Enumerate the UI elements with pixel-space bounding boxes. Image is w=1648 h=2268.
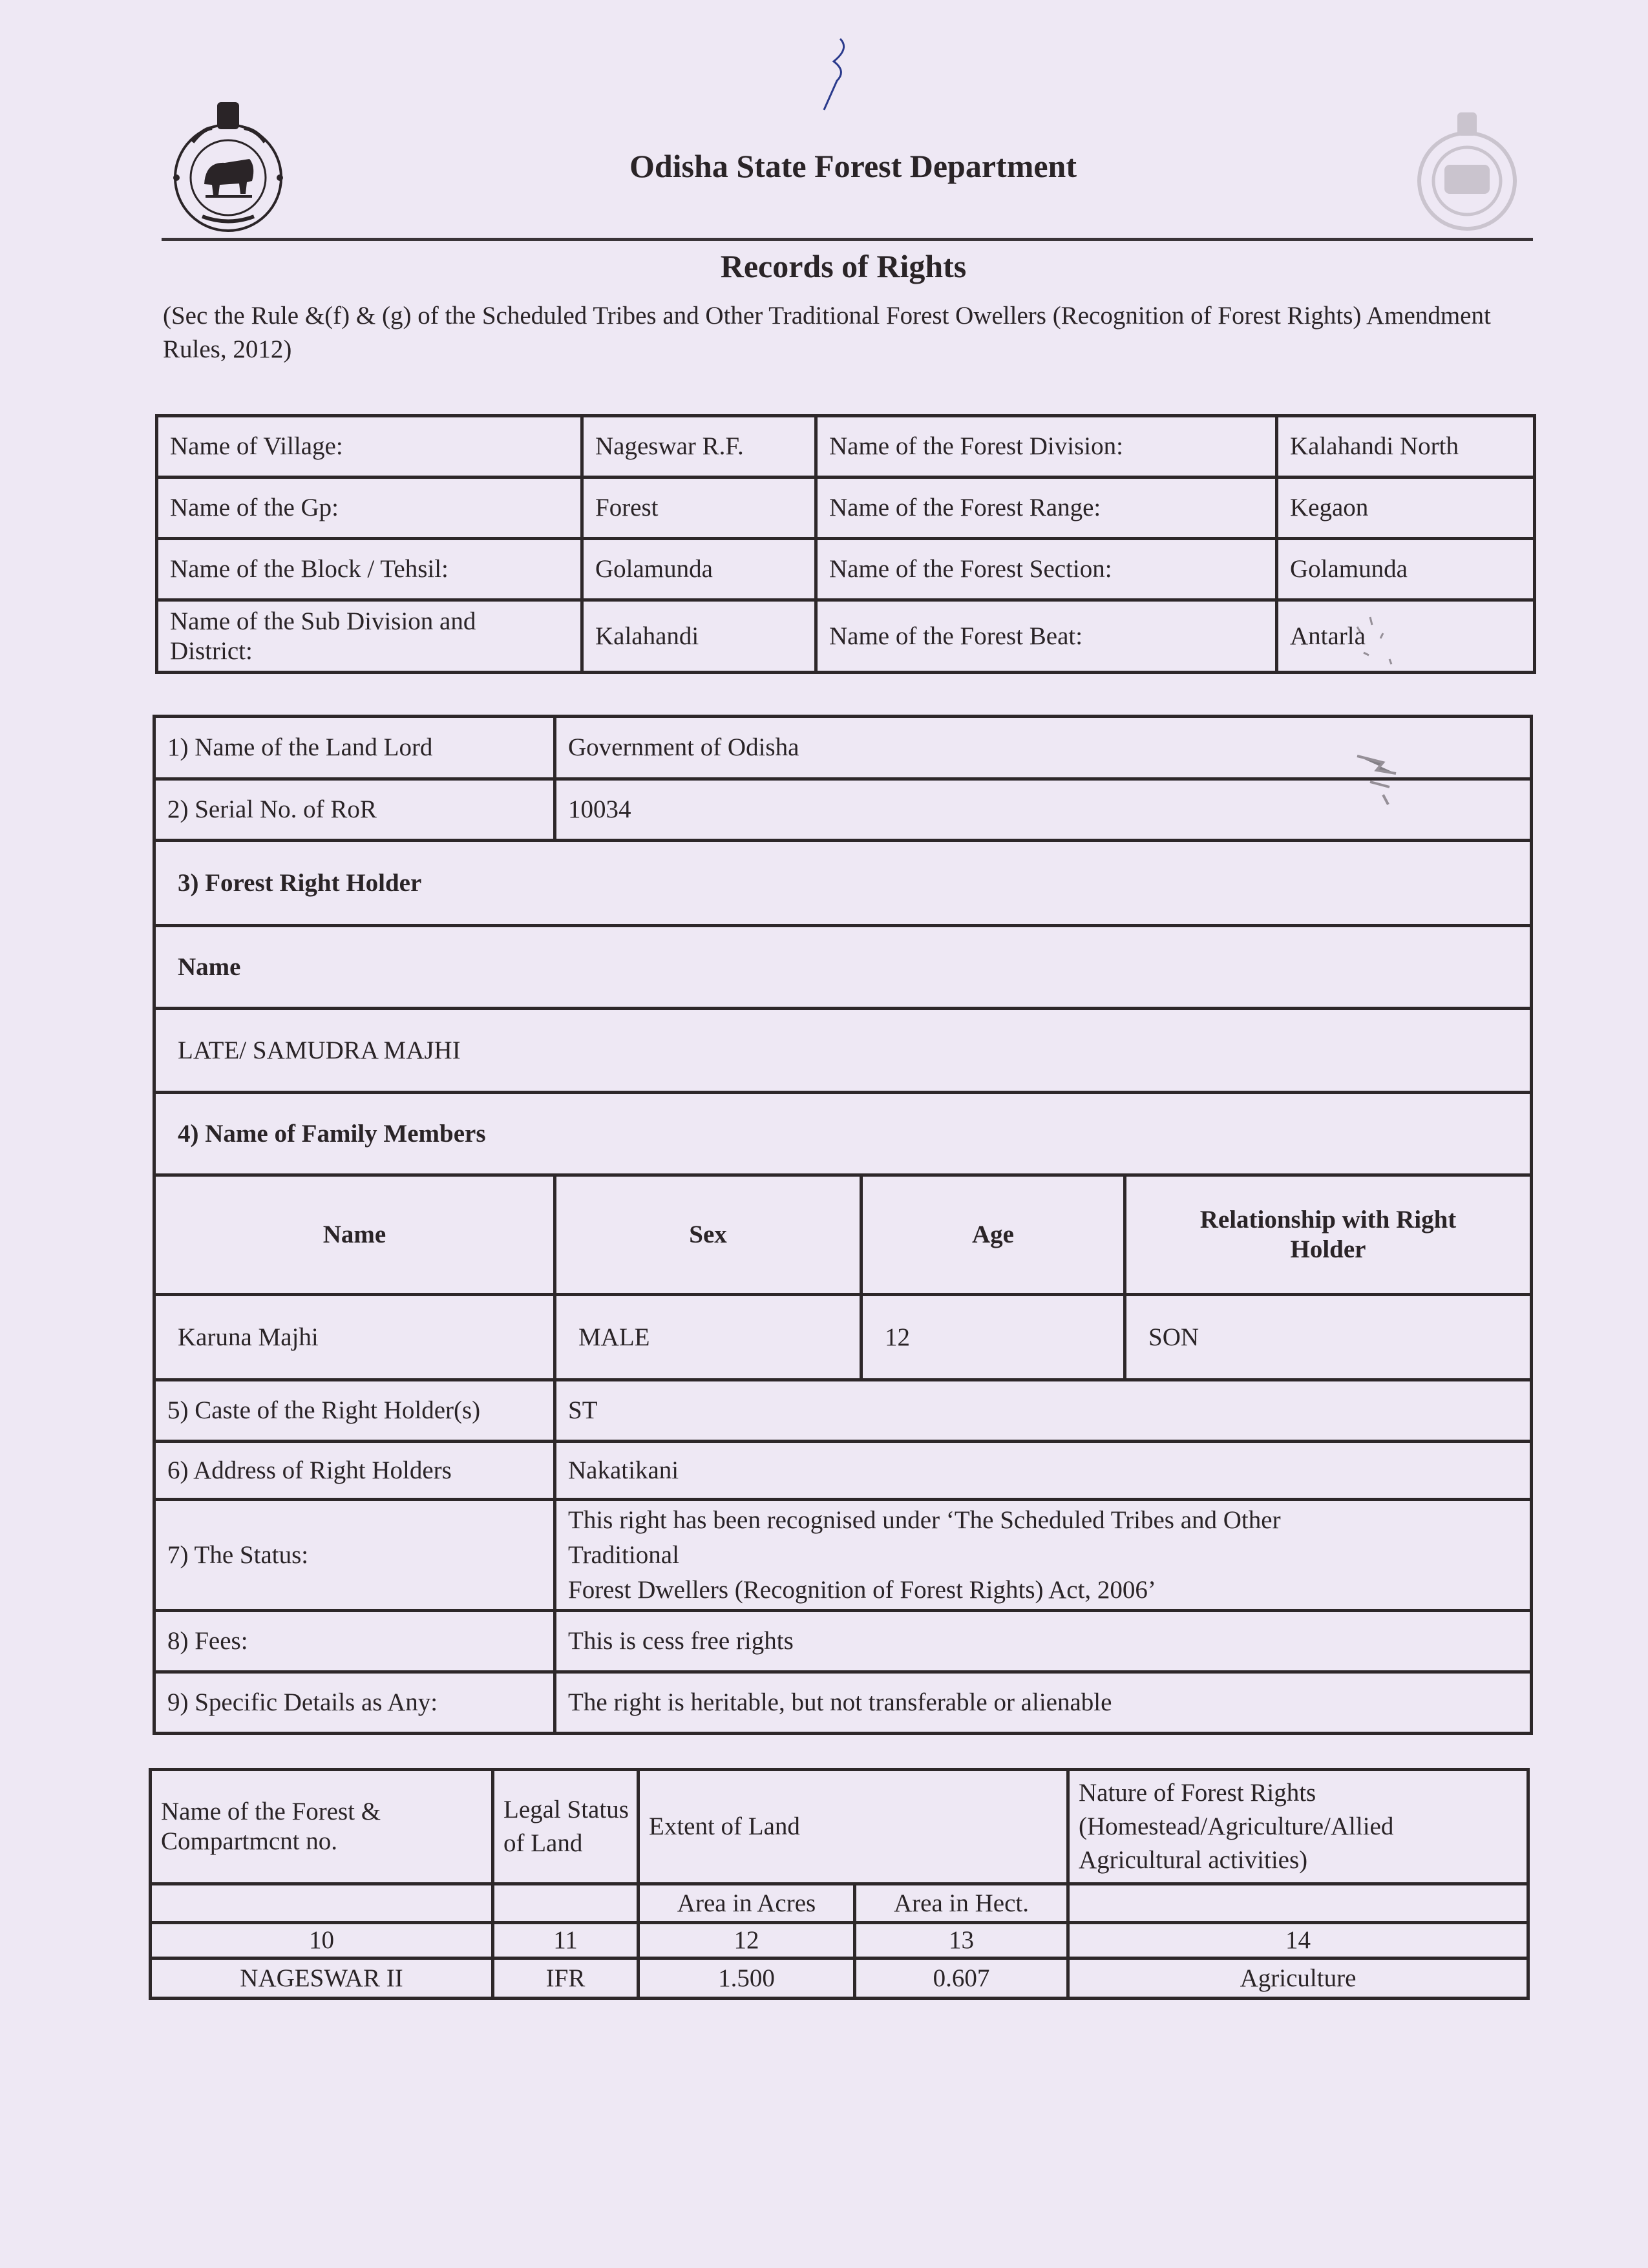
land-forest-value: NAGESWAR II — [151, 1958, 493, 1999]
land-hect-value: 0.607 — [855, 1958, 1068, 1999]
family-header-row — [154, 1175, 1532, 1295]
family-member-name: Karuna Majhi — [154, 1295, 555, 1380]
address-label: 6) Address of Right Holders — [154, 1442, 555, 1500]
land-acres-value: 1.500 — [639, 1958, 855, 1999]
fees-value: This is cess free rights — [555, 1611, 1532, 1672]
block-label: Name of the Block / Tehsil: — [157, 539, 582, 600]
forest-division-value: Kalahandi North — [1277, 416, 1535, 478]
family-member-age: 12 — [861, 1295, 1125, 1380]
location-row — [157, 416, 1535, 478]
gp-label: Name of the Gp: — [157, 478, 582, 539]
family-heading: 4) Name of Family Members — [154, 1093, 1532, 1175]
location-row — [157, 600, 1535, 673]
land-col-legal: Legal Status of Land — [493, 1770, 639, 1884]
land-col-extent: Extent of Land — [639, 1770, 1068, 1884]
land-col-nature: Nature of Forest Rights (Homestead/Agriculture/Allied Agricultural activities) — [1068, 1770, 1528, 1884]
land-lord-label: 1) Name of the Land Lord — [154, 717, 555, 779]
sub-division-label: Name of the Sub Division and District: — [157, 600, 582, 673]
land-lord-row — [154, 717, 1532, 779]
holder-heading-row — [154, 841, 1532, 926]
caste-label: 5) Caste of the Right Holder(s) — [154, 1380, 555, 1442]
land-legal-value: IFR — [493, 1958, 639, 1999]
details-label: 9) Specific Details as Any: — [154, 1672, 555, 1734]
family-col-relationship: Relationship with Right Holder — [1125, 1175, 1532, 1295]
location-row — [157, 478, 1535, 539]
family-col-name: Name — [154, 1175, 555, 1295]
pen-mark-icon — [814, 36, 853, 113]
forest-range-value: Kegaon — [1277, 478, 1535, 539]
fees-row — [154, 1611, 1532, 1672]
serial-label: 2) Serial No. of RoR — [154, 779, 555, 841]
department-title: Odisha State Forest Department — [629, 148, 1077, 184]
forest-range-label: Name of the Forest Range: — [816, 478, 1277, 539]
family-member-row — [154, 1295, 1532, 1380]
land-number-row — [151, 1923, 1528, 1958]
document-title: Records of Rights — [720, 248, 967, 284]
holder-name: LATE/ SAMUDRA MAJHI — [154, 1009, 1532, 1093]
land-col-number: 10 — [151, 1923, 493, 1958]
forest-beat-label: Name of the Forest Beat: — [816, 600, 1277, 673]
land-col-number: 11 — [493, 1923, 639, 1958]
location-row — [157, 539, 1535, 600]
fees-label: 8) Fees: — [154, 1611, 555, 1672]
caste-row — [154, 1380, 1532, 1442]
land-sub-acres: Area in Acres — [639, 1884, 855, 1923]
status-line: This right has been recognised under ‘The Scheduled Tribes and Other — [568, 1506, 1281, 1534]
details-row — [154, 1672, 1532, 1734]
record-table — [153, 715, 1533, 1735]
holder-heading: 3) Forest Right Holder — [154, 841, 1532, 926]
location-table — [155, 414, 1536, 674]
land-subheader-row — [151, 1884, 1528, 1923]
status-row — [154, 1500, 1532, 1611]
address-value: Nakatikani — [555, 1442, 1532, 1500]
land-col-number: 14 — [1068, 1923, 1528, 1958]
land-table — [149, 1768, 1530, 2000]
status-value — [555, 1500, 1532, 1611]
family-heading-row — [154, 1093, 1532, 1175]
status-label: 7) The Status: — [154, 1500, 555, 1611]
family-col-sex: Sex — [555, 1175, 861, 1295]
holder-name-row — [154, 1009, 1532, 1093]
land-header-row — [151, 1770, 1528, 1884]
empty-cell — [1068, 1884, 1528, 1923]
gp-value: Forest — [582, 478, 816, 539]
holder-name-heading: Name — [154, 926, 1532, 1009]
land-col-number: 13 — [855, 1923, 1068, 1958]
family-member-sex: MALE — [555, 1295, 861, 1380]
details-value: The right is heritable, but not transferable or alienable — [555, 1672, 1532, 1734]
serial-row — [154, 779, 1532, 841]
forest-section-value: Golamunda — [1277, 539, 1535, 600]
status-line: Forest Dwellers (Recognition of Forest Rights) Act, 2006’ — [568, 1575, 1156, 1604]
holder-name-heading-row — [154, 926, 1532, 1009]
address-row — [154, 1442, 1532, 1500]
caste-value: ST — [555, 1380, 1532, 1442]
village-value: Nageswar R.F. — [582, 416, 816, 478]
land-col-number: 12 — [639, 1923, 855, 1958]
family-member-relationship: SON — [1125, 1295, 1532, 1380]
forest-division-label: Name of the Forest Division: — [816, 416, 1277, 478]
stamp-residue-icon — [1344, 614, 1448, 834]
family-col-age: Age — [861, 1175, 1125, 1295]
block-value: Golamunda — [582, 539, 816, 600]
land-sub-hect: Area in Hect. — [855, 1884, 1068, 1923]
land-col-forest: Name of the Forest & Compartmcnt no. — [151, 1770, 493, 1884]
sub-division-value: Kalahandi — [582, 600, 816, 673]
land-lord-value: Government of Odisha — [555, 717, 1532, 779]
village-label: Name of Village: — [157, 416, 582, 478]
land-data-row — [151, 1958, 1528, 1999]
status-line: Traditional — [568, 1540, 679, 1569]
empty-cell — [493, 1884, 639, 1923]
serial-value: 10034 — [555, 779, 1532, 841]
forest-section-label: Name of the Forest Section: — [816, 539, 1277, 600]
forest-beat-value: Antarla — [1277, 600, 1535, 673]
land-nature-value: Agriculture — [1068, 1958, 1528, 1999]
header-rule — [162, 238, 1533, 241]
empty-cell — [151, 1884, 493, 1923]
document-subtitle: (Sec the Rule &(f) & (g) of the Scheduled Tribes and Other Traditional Forest Owellers (Recognition of Forest Rights) Amendment Rules, 2012) — [163, 302, 1491, 363]
